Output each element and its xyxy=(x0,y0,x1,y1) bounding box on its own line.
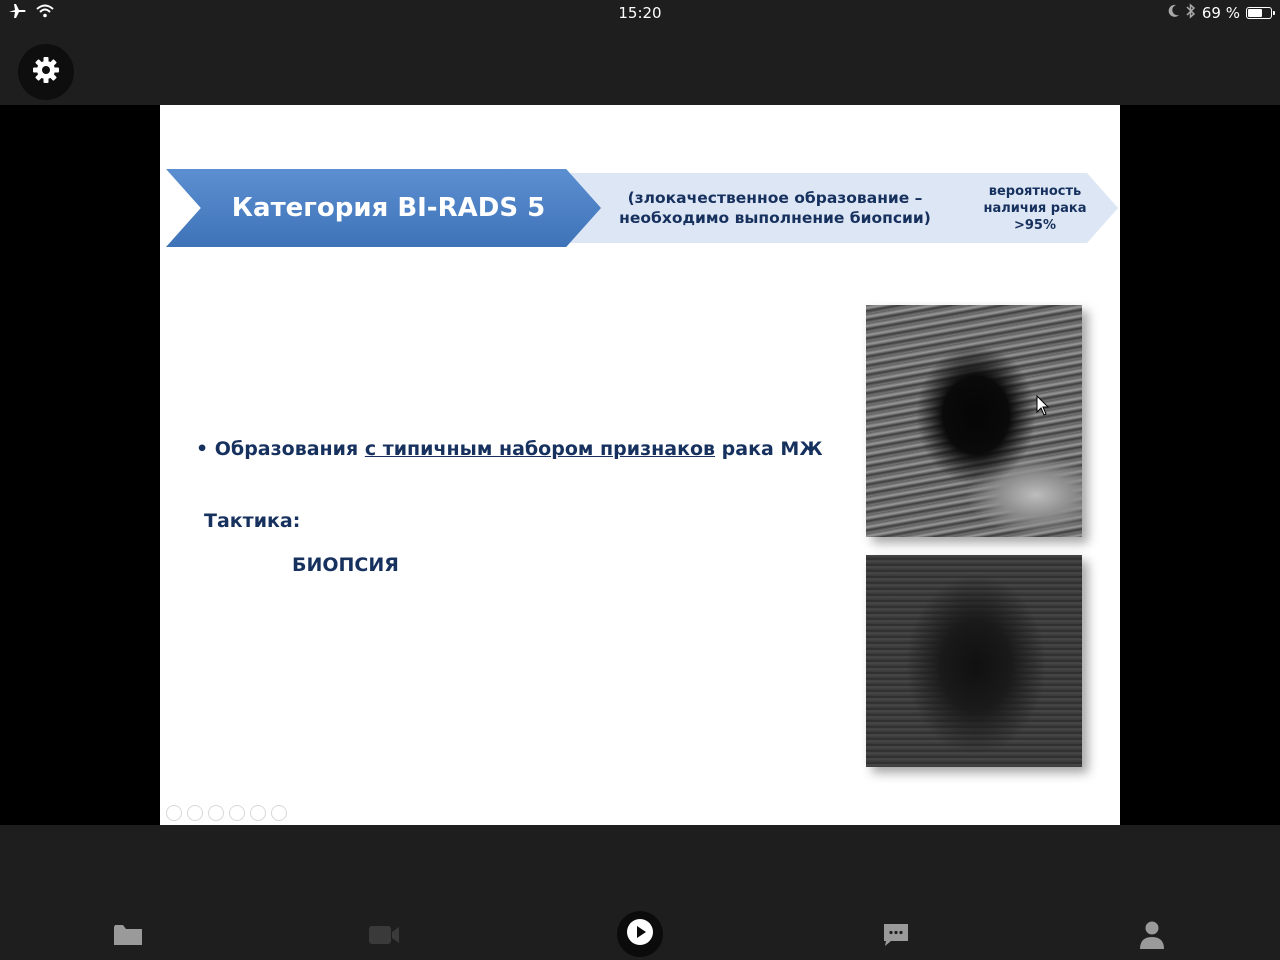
tab-chat[interactable] xyxy=(876,917,916,957)
bullet-point xyxy=(196,438,823,460)
description-line-2: необходимо выполнение биопсии) xyxy=(619,209,931,227)
bullet-suffix: рака МЖ xyxy=(715,438,823,460)
slide[interactable] xyxy=(160,105,1120,825)
category-title: Категория BI-RADS 5 xyxy=(231,193,546,223)
battery-icon xyxy=(1246,7,1272,19)
bluetooth-icon xyxy=(1186,3,1196,23)
next-slide-icon[interactable] xyxy=(187,805,203,821)
description-text xyxy=(600,173,950,243)
tab-video xyxy=(364,917,404,957)
probability-line-1: вероятность xyxy=(988,183,1082,199)
mouse-cursor-icon xyxy=(1036,395,1050,421)
probability-line-2: наличия рака xyxy=(983,200,1087,216)
battery-percent: 69 % xyxy=(1201,4,1240,22)
zoom-icon[interactable] xyxy=(250,805,266,821)
gear-icon xyxy=(31,55,61,89)
bullet-marker: • xyxy=(196,438,209,460)
pen-icon[interactable] xyxy=(208,805,224,821)
status-bar xyxy=(0,0,1280,26)
slides-overview-icon[interactable] xyxy=(229,805,245,821)
bottom-tab-bar xyxy=(0,825,1280,960)
description-line-1: (злокачественное образование – xyxy=(627,189,923,207)
status-right xyxy=(1168,3,1272,23)
presentation-stage xyxy=(0,105,1280,825)
tab-files[interactable] xyxy=(108,917,148,957)
slide-controls xyxy=(166,805,287,821)
battery-level xyxy=(1248,9,1262,17)
bullet-prefix: Образования xyxy=(214,438,365,460)
tab-play[interactable] xyxy=(617,911,663,957)
status-time: 15:20 xyxy=(618,4,662,22)
ultrasound-image-bottom xyxy=(866,555,1082,767)
person-icon xyxy=(1139,920,1165,954)
bullet-underlined: с типичным набором признаков xyxy=(364,438,716,460)
ultrasound-image-top xyxy=(866,305,1082,537)
play-icon xyxy=(626,918,654,950)
settings-button[interactable] xyxy=(18,44,74,100)
tactic-label: Тактика: xyxy=(204,510,301,532)
folder-icon xyxy=(113,923,143,951)
more-options-icon[interactable] xyxy=(271,805,287,821)
tab-profile[interactable] xyxy=(1132,917,1172,957)
moon-icon xyxy=(1168,4,1180,22)
probability-text xyxy=(966,173,1104,243)
probability-line-3: >95% xyxy=(1013,217,1056,233)
chat-icon xyxy=(882,922,910,952)
tactic-value: БИОПСИЯ xyxy=(292,554,399,576)
video-camera-icon xyxy=(368,924,400,950)
previous-slide-icon[interactable] xyxy=(166,805,182,821)
